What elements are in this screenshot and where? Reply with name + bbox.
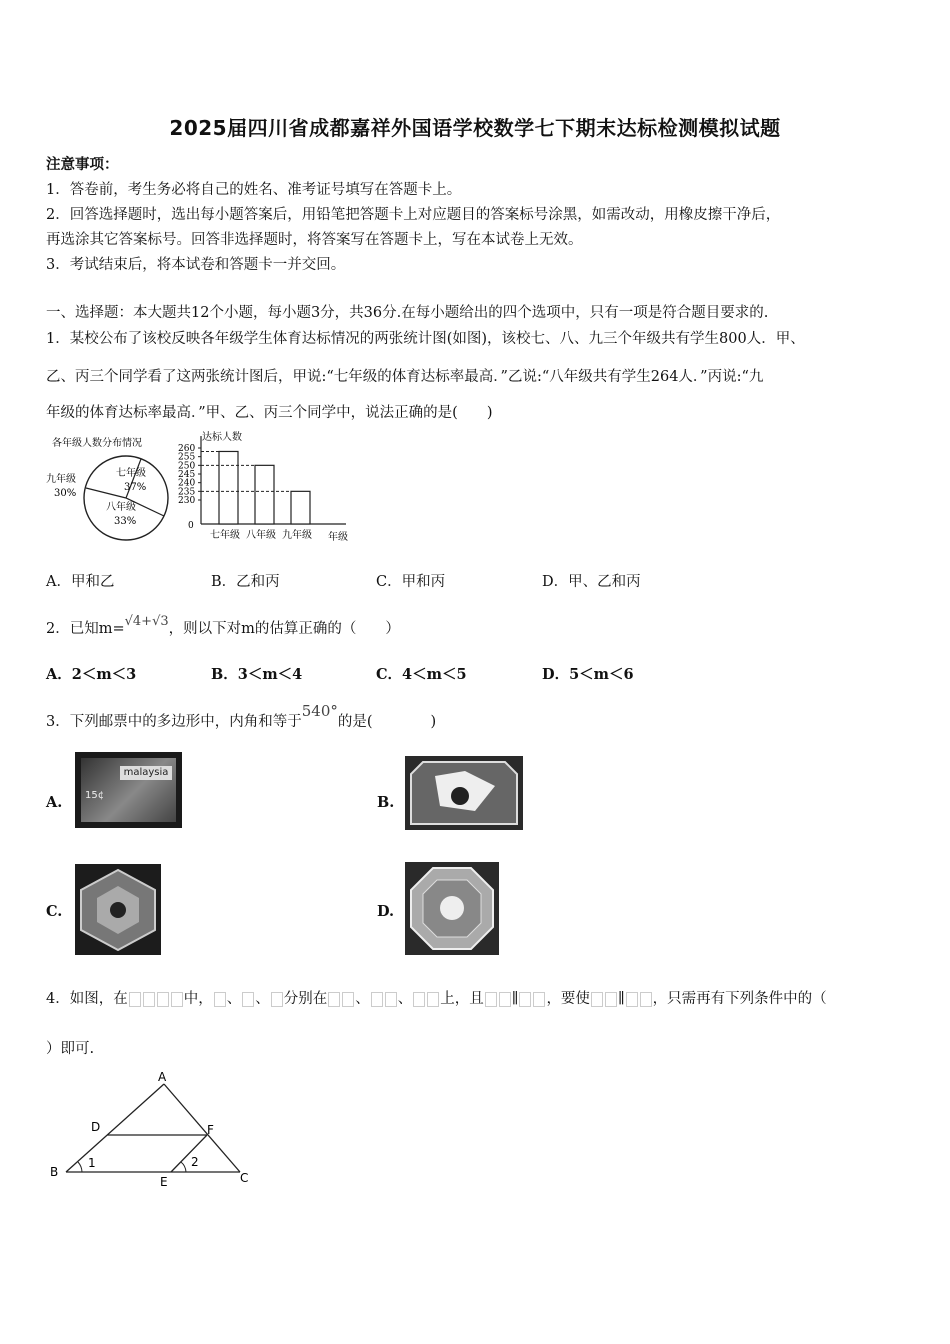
q4-text: ，只需再有下列条件中的（	[652, 991, 827, 1007]
q1-option-d[interactable]: D．甲、乙和丙	[542, 574, 641, 590]
pie-chart	[44, 430, 174, 545]
q4-line: 4．如图，在 中， 、 、 分别在 、 、 上，且 ∥ ，要使 ∥ ，只需再有下列条件中的（	[46, 991, 827, 1007]
q3-option-a[interactable]: A.	[46, 794, 63, 811]
label-B: B	[50, 1165, 59, 1179]
y-axis-label: 达标人数	[202, 432, 242, 443]
stamp-b	[405, 756, 523, 830]
q4-line2: ）即可.	[46, 1041, 95, 1057]
bar-2	[255, 465, 274, 524]
q4-text: 上，且	[440, 991, 484, 1007]
section-heading: 一、选择题：本大题共12个小题，每小题3分，共36分.在每小题给出的四个选项中，只有一项是符合题目要求的.	[46, 305, 769, 321]
q4-text: 分别在	[283, 991, 328, 1007]
notice-item: 3．考试结束后，将本试卷和答题卡一并交回。	[46, 257, 346, 273]
notice-heading: 注意事项：	[46, 156, 119, 173]
q2-option-d[interactable]: D．5＜m＜6	[542, 666, 634, 683]
bar-3	[291, 491, 310, 524]
origin-label: 0	[188, 521, 194, 531]
q2-option-c[interactable]: C．4＜m＜5	[376, 666, 467, 683]
q4-text: 中，	[183, 991, 213, 1007]
pie-label-name: 九年级	[46, 474, 76, 485]
pie-label-name: 七年级	[116, 468, 146, 479]
stamp-c	[75, 864, 161, 955]
q1-option-c[interactable]: C．甲和丙	[376, 574, 446, 590]
q1-line: 年级的体育达标率最高．”甲、乙、丙三个同学中，说法正确的是( )	[46, 405, 493, 421]
stamp-a-value: 15¢	[85, 790, 105, 801]
y-tick-label: 245	[178, 470, 196, 480]
pie-label-pct: 30%	[54, 488, 77, 499]
q3-option-b[interactable]: B.	[377, 794, 395, 811]
pie-label-name: 八年级	[106, 502, 136, 513]
bar-1	[219, 451, 238, 524]
bar-chart	[176, 428, 356, 546]
q1-option-a[interactable]: A．甲和乙	[46, 574, 115, 590]
pie-title: 各年级人数分布情况	[52, 438, 142, 449]
label-C: C	[240, 1171, 249, 1185]
page-title: 2025届四川省成都嘉祥外国语学校数学七下期末达标检测模拟试题	[169, 116, 781, 140]
q3-option-c[interactable]: C.	[46, 903, 63, 920]
q3-line	[46, 702, 437, 731]
q1-line: 1．某校公布了该校反映各年级学生体育达标情况的两张统计图(如图)，该校七、八、九三个年级共有学生800人．甲、	[46, 331, 805, 347]
x-tick-label: 九年级	[282, 530, 312, 541]
notice-item: 再选涂其它答案标号。回答非选择题时，将答案写在答题卡上，写在本试卷上无效。	[46, 232, 583, 248]
q2-expression: √4+√3	[124, 614, 169, 629]
q2-suffix: ，则以下对m的估算正确的（ ）	[168, 621, 400, 637]
x-tick-label: 八年级	[246, 530, 276, 541]
label-E: E	[160, 1175, 168, 1189]
q2-prefix: 2．已知m=	[46, 621, 125, 637]
pie-label-pct: 33%	[114, 516, 137, 527]
q2-option-a[interactable]: A．2＜m＜3	[46, 666, 137, 683]
triangle-figure	[46, 1066, 266, 1196]
q1-option-b[interactable]: B．乙和丙	[211, 574, 280, 590]
y-tick-label: 230	[178, 496, 196, 506]
q2-line	[46, 614, 400, 638]
angle-label-1: 1	[88, 1156, 96, 1170]
y-tick-label: 240	[178, 478, 196, 489]
label-D: D	[91, 1120, 101, 1134]
notice-item: 2．回答选择题时，选出每小题答案后，用铅笔把答题卡上对应题目的答案标号涂黑，如需改动，用橡皮擦干净后，	[46, 207, 781, 223]
q1-line: 乙、丙三个同学看了这两张统计图后，甲说:“七年级的体育达标率最高．”乙说:“八年级共有学生264人．”丙说:“九	[46, 369, 764, 385]
q3-suffix: 的是( )	[337, 714, 437, 730]
pie-slice-divider	[86, 488, 126, 498]
notice-item: 1．答卷前，考生务必将自己的姓名、准考证号填写在答题卡上。	[46, 182, 462, 198]
label-F: F	[207, 1123, 214, 1137]
stamp-a-country: malaysia	[120, 766, 172, 780]
y-tick-label: 235	[178, 487, 196, 498]
q4-text: 4．如图，在	[46, 991, 128, 1007]
y-tick-label: 250	[178, 461, 196, 472]
y-tick-label: 255	[178, 452, 196, 463]
stamp-d	[405, 862, 499, 955]
pie-label-pct: 37%	[124, 482, 147, 493]
stamp-a	[75, 752, 182, 828]
q2-option-b[interactable]: B．3＜m＜4	[211, 666, 303, 683]
y-tick-label: 260	[178, 444, 196, 454]
q3-prefix: 3．下列邮票中的多边形中，内角和等于	[46, 714, 302, 730]
label-A: A	[158, 1070, 167, 1084]
angle-label-2: 2	[191, 1155, 199, 1169]
x-axis-label: 年级	[328, 532, 348, 543]
q4-text: ，要使	[546, 991, 590, 1007]
q3-option-d[interactable]: D.	[377, 903, 395, 920]
x-tick-label: 七年级	[210, 530, 240, 541]
q3-value: 540°	[301, 702, 338, 720]
